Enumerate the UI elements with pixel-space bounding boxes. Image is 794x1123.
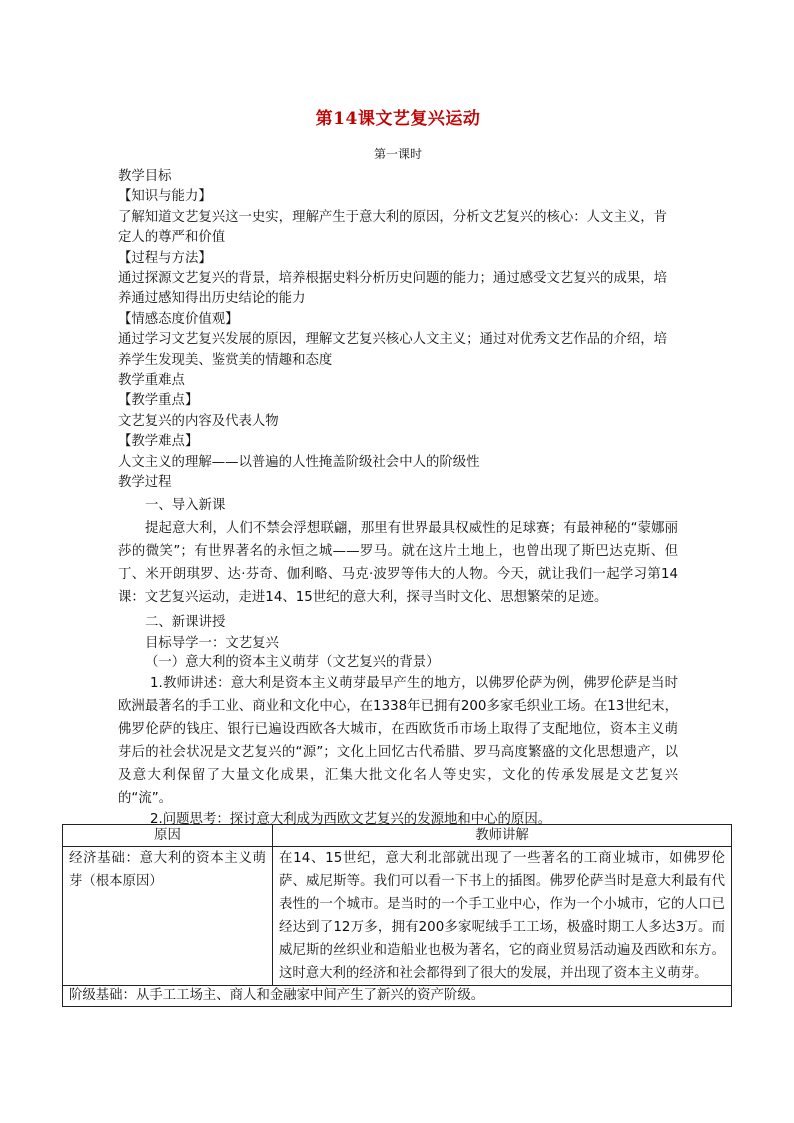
knowledge-text: 了解知道文艺复兴这一史实，理解产生于意大利的原因，分析文艺复兴的核心：人文主义，肯定人的尊严和价值 [118,209,668,246]
row2-text: 阶级基础：从手工工场主、商人和金融家中间产生了新兴的资产阶级。 [63,986,732,1007]
process-method-text: 通过探源文艺复兴的背景，培养根据史料分析历史问题的能力；通过感受文艺复兴的成果，培养通过感知得出历史结论的能力 [118,271,668,307]
row1-explain: 在14、15世纪，意大利北部就出现了一些著名的工商业城市，如佛罗伦萨、威尼斯等。我们可以看一下书上的插图。佛罗伦萨当时是意大利最有代表性的一个城市。是当时的一个手工业中心，作为一个小城市，它的人口已经达到了12万多，拥有200多家呢绒手工工场，极盛时期工人多达3万。而威尼斯的丝织业和造船业也极为著名，它的商业贸易活动遍及西欧和东方。这时意大利的经济和社会都得到了很大的发展，并出现了资本主义萌芽。 [273,847,732,986]
section2-heading: 二、新课讲授 [145,614,226,630]
objectives-heading: 教学目标 [118,169,172,184]
emotion-text: 通过学习文艺复兴发展的原因，理解文艺复兴核心人文主义；通过对优秀文艺作品的介绍，培养学生发现美、鉴赏美的情趣和态度 [118,332,668,368]
key-points-heading: 教学重难点 [118,373,185,389]
point2-text: 2.问题思考：探讨意大利成为西欧文艺复兴的发源地和中心的原因。 [150,811,552,827]
difficulty-text: 人文主义的理解——以普遍的人性掩盖阶级社会中人的阶级性 [118,454,480,470]
point1-text: 1.教师讲述：意大利是资本主义萌芽最早产生的地方，以佛罗伦萨为例，佛罗伦萨是当时欧洲最著名的手工业、商业和文化中心，在1338年已拥有200多家毛织业工场。在13世纪末，佛罗伦萨的钱庄、银行已遍设西欧各大城市，在西欧货币市场上取得了支配地位，资本主义萌芽后的社会状况是文艺复兴的“源”；文化上回忆古代希腊、罗马高度繁盛的文化思想遗产，以及意大利保留了大量文化成果，汇集大批文化名人等史实，文化的传承发展是文艺复兴的“流”。 [118,675,678,806]
table-row [63,847,732,986]
teaching-process-heading: 教学过程 [118,475,172,491]
header-reason: 原因 [63,825,273,847]
emotion-heading: 【情感态度价值观】 [118,311,239,327]
target-heading: 目标导学一：文艺复兴 [145,635,279,651]
sub1-heading: （一）意大利的资本主义萌芽（文艺复兴的背景） [145,654,440,670]
lesson-title: 第14课文艺复兴运动 [315,109,481,129]
knowledge-heading: 【知识与能力】 [118,189,212,205]
reasons-table [62,824,732,1007]
lesson-subtitle: 第一课时 [373,147,422,161]
section1-heading: 一、导入新课 [145,497,226,513]
document-page [118,104,678,829]
section1-text: 提起意大利，人们不禁会浮想联翩，那里有世界最具权威性的足球赛；有最神秘的“蒙娜丽莎的微笑”；有世界著名的永恒之城——罗马。就在这片土地上，也曾出现了斯巴达克斯、但丁、米开朗琪罗、达·芬奇、伽利略、马克·波罗等伟大的人物。今天，就让我们一起学习第14课：文艺复兴运动，走进14、15世纪的意大利，探寻当时文化、思想繁荣的足迹。 [118,520,678,605]
row1-reason: 经济基础：意大利的资本主义萌芽（根本原因） [63,847,273,986]
header-explain: 教师讲解 [273,825,732,847]
table-row [63,986,732,1007]
focus-heading: 【教学重点】 [118,393,199,409]
difficulty-heading: 【教学难点】 [118,434,199,450]
process-method-heading: 【过程与方法】 [118,250,212,266]
focus-text: 文艺复兴的内容及代表人物 [118,413,279,429]
table-header-row [63,825,732,847]
